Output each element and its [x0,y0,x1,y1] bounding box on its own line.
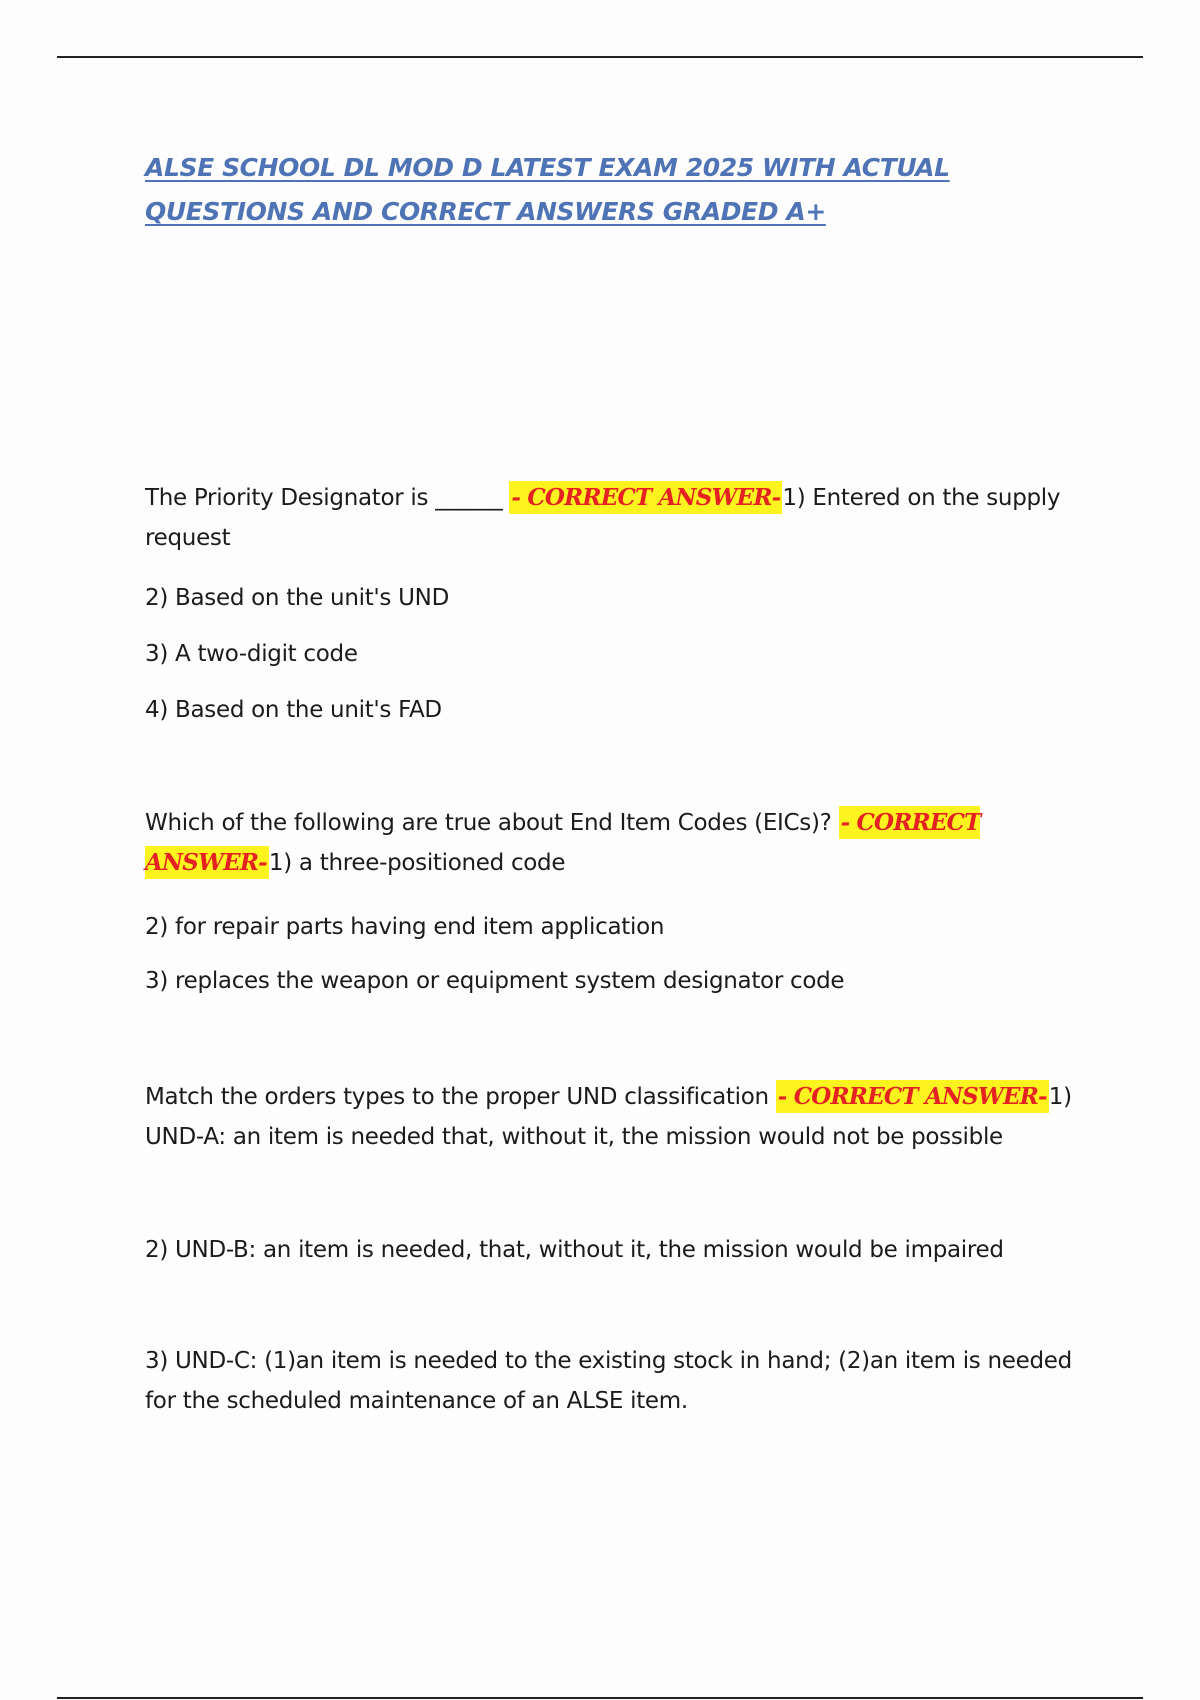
question-1-prompt: The Priority Designator is ______ [145,485,510,511]
answer-3-first: 1) UND-A: an item is needed that, without it, the mission would not be possible [145,1084,1072,1150]
answer-2-option: 2) for repair parts having end item application [145,914,665,940]
question-3-text [145,1077,1075,1157]
header-rule [57,56,1143,58]
correct-answer-marker-3: - CORRECT ANSWER- [776,1080,1049,1113]
footer-rule [57,1697,1143,1699]
answer-3-option: 3) UND-C: (1)an item is needed to the existing stock in hand; (2)an item is needed for the scheduled maintenance of an ALSE item. [145,1348,1072,1414]
question-1-text [145,478,1075,558]
title-line-1: ALSE SCHOOL DL MOD D LATEST EXAM 2025 WITH ACTUAL [145,153,950,182]
question-2-text [145,803,1075,883]
question-block-3 [145,1077,1075,1414]
answer-2-option: 3) replaces the weapon or equipment system designator code [145,968,845,994]
question-3-prompt: Match the orders types to the proper UND classification [145,1084,776,1110]
answer-3-option: 2) UND-B: an item is needed, that, without it, the mission would be impaired [145,1237,1004,1263]
question-2-prompt: Which of the following are true about End Item Codes (EICs)? [145,810,839,836]
question-block-2 [145,803,1075,994]
correct-answer-marker-1: - CORRECT ANSWER- [509,481,782,514]
answer-1-option: 4) Based on the unit's FAD [145,697,442,723]
answer-1-option: 3) A two-digit code [145,641,358,667]
answer-1-first: 1) Entered on the supply request [145,485,1061,551]
document-title [145,146,1065,234]
answer-1-option: 2) Based on the unit's UND [145,585,449,611]
question-block-1 [145,478,1075,723]
correct-answer-marker-2: - CORRECT ANSWER- [145,806,980,879]
title-line-2: QUESTIONS AND CORRECT ANSWERS GRADED A+ [145,197,826,226]
answer-2-first: 1) a three-positioned code [268,850,566,876]
